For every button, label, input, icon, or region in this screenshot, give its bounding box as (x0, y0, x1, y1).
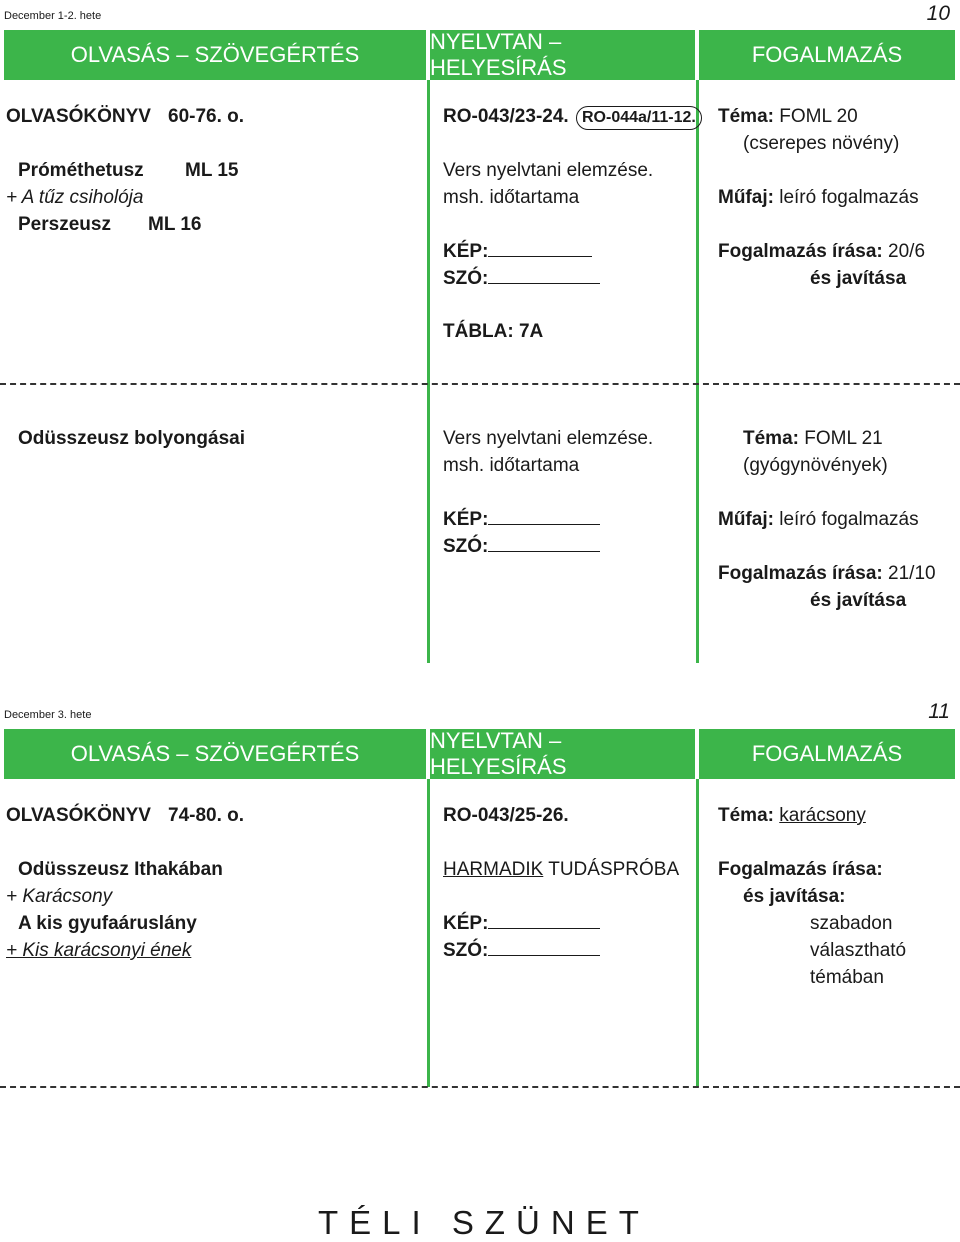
workbook-code-circled: RO-044a/11-12. (576, 106, 702, 130)
reading-item: + A tűz csiholója (6, 187, 144, 208)
composition-topic: Téma: karácsony (718, 805, 866, 826)
composition-note: választható (810, 940, 907, 961)
reading-item: Perszeusz (18, 214, 111, 235)
page-number: 10 (926, 2, 950, 25)
composition-correction: és javítása (810, 590, 907, 611)
szo-field: SZÓ: (443, 940, 600, 962)
reading-item: Odüsszeusz Ithakában (18, 859, 223, 880)
composition-correction: és javítása (810, 268, 907, 289)
column-divider (696, 779, 699, 1087)
header-nyelvtan: NYELVTAN – HELYESÍRÁS (430, 30, 695, 80)
kep-field: KÉP: (443, 241, 592, 263)
reading-item-code: ML 16 (148, 214, 202, 235)
column-divider (427, 779, 430, 1087)
composition-topic: Téma: FOML 21 (743, 428, 883, 449)
reading-item: Odüsszeusz bolyongásai (18, 428, 245, 449)
grammar-line: msh. időtartama (443, 455, 580, 476)
grammar-line: msh. időtartama (443, 187, 580, 208)
szo-field: SZÓ: (443, 536, 600, 558)
week-label: December 1-2. hete (4, 10, 102, 22)
winter-break-label: TÉLI SZÜNET (318, 1204, 650, 1241)
composition-topic-sub: (cserepes növény) (743, 133, 900, 154)
composition-note: szabadon (810, 913, 893, 934)
reading-pages: 74-80. o. (168, 805, 245, 826)
workbook-code: RO-043/25-26. (443, 805, 569, 826)
kep-field: KÉP: (443, 509, 600, 531)
week-divider (0, 1086, 960, 1088)
kep-field: KÉP: (443, 913, 600, 935)
composition-genre: Műfaj: leíró fogalmazás (718, 509, 919, 530)
composition-correction: és javítása: (743, 886, 846, 907)
composition-writing: Fogalmazás írása: 21/10 (718, 563, 936, 584)
szo-field: SZÓ: (443, 268, 600, 290)
reading-pages: 60-76. o. (168, 106, 245, 127)
header-olvasas: OLVASÁS – SZÖVEGÉRTÉS (4, 30, 426, 80)
reading-item: A kis gyufaáruslány (18, 913, 197, 934)
composition-writing: Fogalmazás írása: (718, 859, 883, 880)
tabla-label: TÁBLA: 7A (443, 321, 544, 342)
reading-book: OLVASÓKÖNYV (6, 106, 151, 127)
reading-item-code: ML 15 (185, 160, 239, 181)
reading-item: + Kis karácsonyi ének (6, 940, 192, 961)
week-label: December 3. hete (4, 709, 92, 721)
header-fogalmazas: FOGALMAZÁS (699, 30, 955, 80)
week-divider (0, 383, 960, 385)
header-olvasas: OLVASÁS – SZÖVEGÉRTÉS (4, 729, 426, 779)
composition-topic-sub: (gyógynövények) (743, 455, 888, 476)
page-number: 11 (928, 700, 950, 723)
grammar-line: Vers nyelvtani elemzése. (443, 160, 654, 181)
knowledge-test: HARMADIK TUDÁSPRÓBA (443, 859, 680, 880)
column-divider (696, 80, 699, 663)
composition-genre: Műfaj: leíró fogalmazás (718, 187, 919, 208)
composition-topic: Téma: FOML 20 (718, 106, 858, 127)
composition-writing: Fogalmazás írása: 20/6 (718, 241, 926, 262)
reading-item: + Karácsony (6, 886, 113, 907)
column-divider (427, 80, 430, 663)
header-fogalmazas: FOGALMAZÁS (699, 729, 955, 779)
reading-book: OLVASÓKÖNYV (6, 805, 151, 826)
reading-item: Próméthetusz (18, 160, 144, 181)
composition-note: témában (810, 967, 884, 988)
workbook-code: RO-043/23-24. (443, 106, 569, 127)
grammar-line: Vers nyelvtani elemzése. (443, 428, 654, 449)
header-nyelvtan: NYELVTAN – HELYESÍRÁS (430, 729, 695, 779)
